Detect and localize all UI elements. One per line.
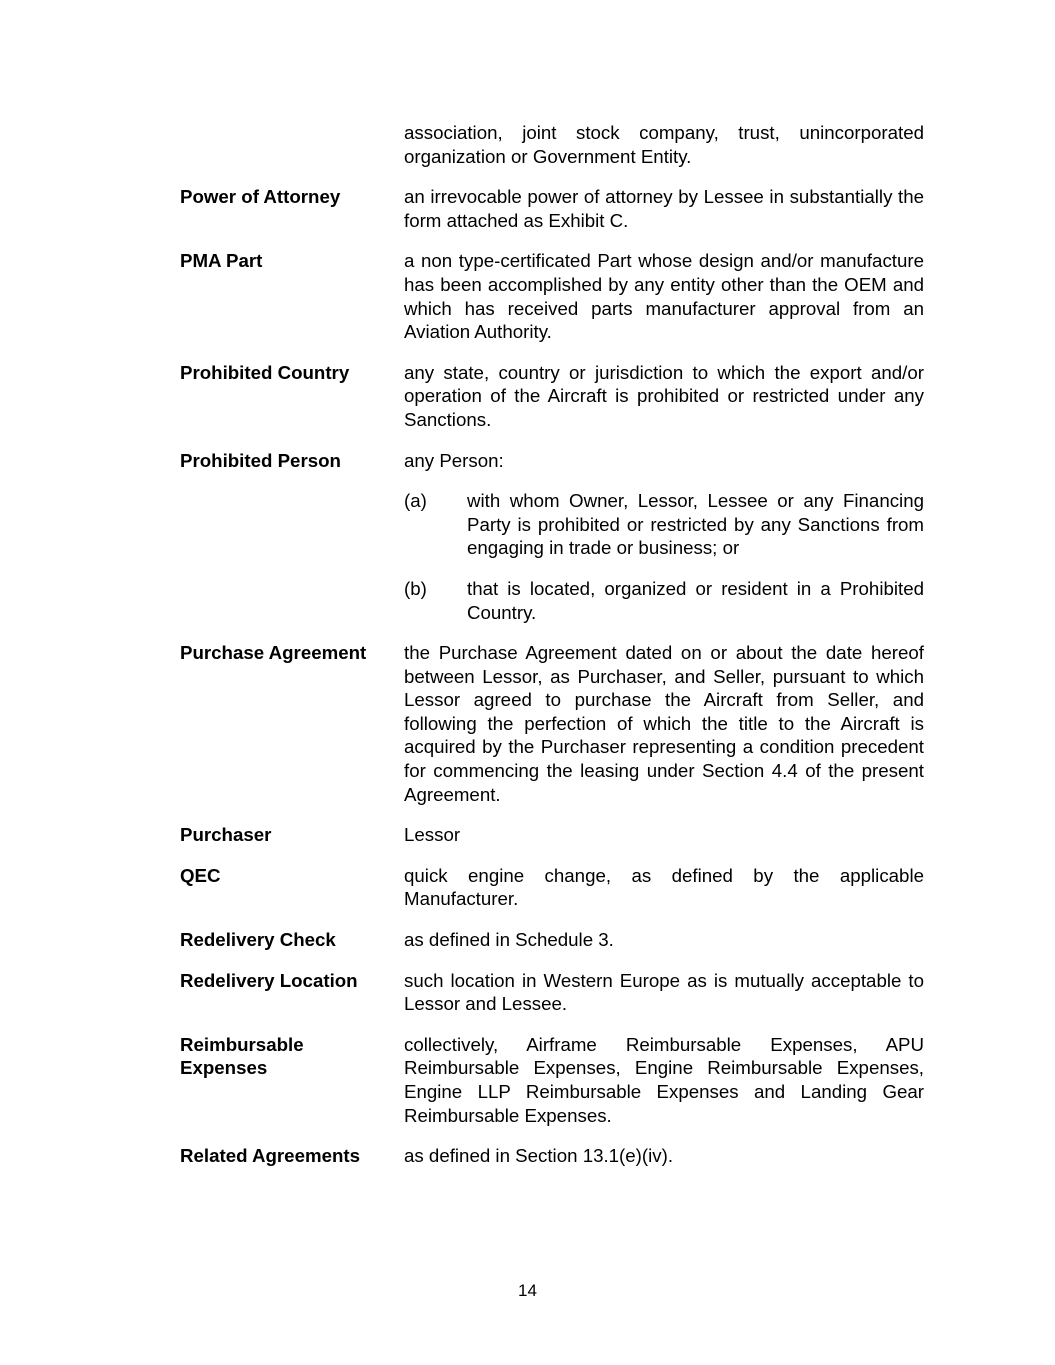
- subitem-label: (b): [404, 577, 427, 599]
- definition-term: Related Agreements: [180, 1145, 361, 1167]
- definition-term: QEC: [180, 864, 221, 886]
- definition-row-pma-part: [180, 249, 924, 343]
- definition-text: any state, country or jurisdiction to which the export and/or operation of the Aircraft is prohibited or restricted under any Sanctions.: [404, 361, 924, 430]
- definition-term: Prohibited Country: [180, 361, 350, 383]
- definition-text: a non type-certificated Part whose design and/or manufacture has been accomplished by any entity other than the OEM and which has received parts manufacturer approval from an Aviation Authority.: [404, 250, 924, 343]
- subitem-text: that is located, organized or resident in a Prohibited Country.: [467, 577, 924, 623]
- definitions-section: [180, 121, 924, 1168]
- definition-term: PMA Part: [180, 250, 263, 272]
- continuation-paragraph: association, joint stock company, trust, unincorporated organization or Government Entity.: [404, 122, 924, 167]
- definition-row-power-of-attorney: [180, 185, 924, 232]
- subitem-a: [404, 489, 924, 560]
- definition-row-related-agreements: [180, 1144, 924, 1168]
- definition-term: Prohibited Person: [180, 449, 341, 471]
- definition-text: Lessor: [404, 824, 461, 846]
- definition-term: Purchaser: [180, 824, 272, 846]
- definition-row-purchase-agreement: [180, 641, 924, 806]
- definition-row-prohibited-person: [180, 449, 924, 625]
- definition-text: collectively, Airframe Reimbursable Expenses, APU Reimbursable Expenses, Engine Reimbursable Expenses, Engine LLP Reimbursable Expenses and Landing Gear Reimbursable Expenses.: [404, 1033, 924, 1126]
- subitem-label: (a): [404, 490, 427, 512]
- definition-text: as defined in Schedule 3.: [404, 929, 614, 951]
- definition-text: as defined in Section 13.1(e)(iv).: [404, 1145, 674, 1167]
- definition-row-prohibited-country: [180, 361, 924, 432]
- definition-row-redelivery-location: [180, 969, 924, 1016]
- page-number: 14: [518, 1281, 537, 1300]
- definition-text: an irrevocable power of attorney by Lessee in substantially the form attached as Exhibit C.: [404, 186, 924, 231]
- definition-row-reimbursable-expenses: [180, 1033, 924, 1127]
- definition-term: Redelivery Check: [180, 929, 336, 951]
- definition-text: such location in Western Europe as is mutually acceptable to Lessor and Lessee.: [404, 969, 924, 1015]
- definition-text: the Purchase Agreement dated on or about the date hereof between Lessor, as Purchaser, and Seller, pursuant to which Lessor agreed to purchase the Aircraft from Seller, and following the perfection of which the title to the Aircraft is acquired by the Purchaser representing a condition precedent for commencing the leasing under Section 4.4 of the present Agreement.: [404, 642, 924, 805]
- definition-row-redelivery-check: [180, 928, 924, 952]
- definition-row-purchaser: [180, 823, 924, 847]
- definition-term: Reimbursable Expenses: [180, 1033, 304, 1079]
- subitem-b: [404, 577, 924, 624]
- definition-text: quick engine change, as defined by the applicable Manufacturer.: [404, 864, 924, 910]
- definition-text: [404, 449, 924, 625]
- definition-term: Power of Attorney: [180, 186, 341, 208]
- definition-row-qec: [180, 864, 924, 911]
- subitem-text: with whom Owner, Lessor, Lessee or any Financing Party is prohibited or restricted by any Sanctions from engaging in trade or business; or: [467, 490, 924, 559]
- definition-intro: any Person:: [404, 449, 504, 471]
- definition-term: Redelivery Location: [180, 969, 358, 991]
- definition-term: Purchase Agreement: [180, 642, 367, 664]
